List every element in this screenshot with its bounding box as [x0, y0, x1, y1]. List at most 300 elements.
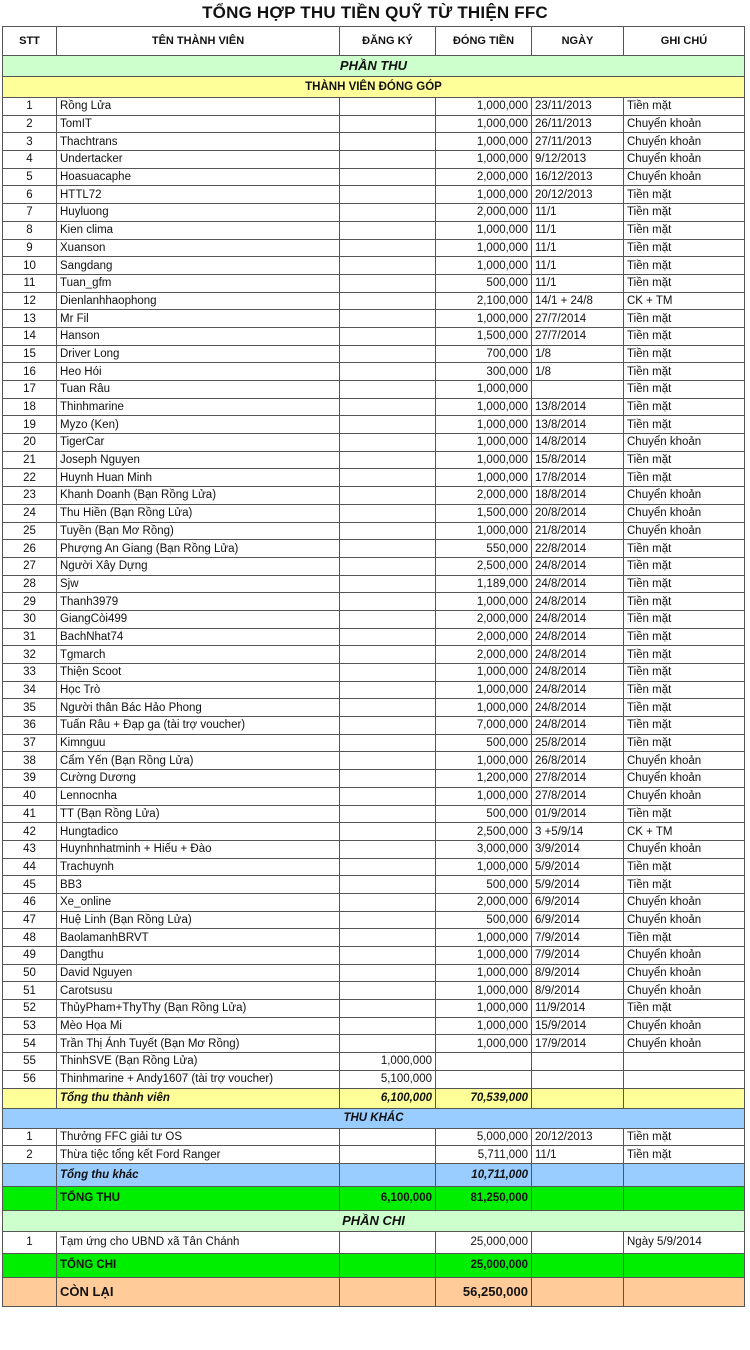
- cell-stt: 1: [3, 1231, 57, 1253]
- cell-reg: [340, 327, 436, 345]
- cell-name: ThinhSVE (Bạn Rồng Lửa): [57, 1053, 340, 1071]
- member-row: [3, 947, 745, 965]
- cell-paid: 1,000,000: [436, 133, 532, 151]
- cell-paid: 2,000,000: [436, 646, 532, 664]
- cell-date: 26/8/2014: [532, 752, 624, 770]
- cell-paid: [436, 1070, 532, 1088]
- cell-stt: 46: [3, 893, 57, 911]
- cell-name: TT (Bạn Rồng Lửa): [57, 805, 340, 823]
- cell-reg: [340, 947, 436, 965]
- cell-date: 6/9/2014: [532, 893, 624, 911]
- cell-reg: [340, 681, 436, 699]
- cell-reg: [340, 168, 436, 186]
- cell-reg: [340, 770, 436, 788]
- cell-note: Tiền mặt: [624, 929, 745, 947]
- cell-date: 20/8/2014: [532, 504, 624, 522]
- cell-paid: 500,000: [436, 734, 532, 752]
- cell-reg: [340, 840, 436, 858]
- member-row: [3, 699, 745, 717]
- page-title: TỔNG HỢP THU TIỀN QUỸ TỪ THIỆN FFC: [202, 3, 548, 22]
- cell-note: Chuyển khoản: [624, 133, 745, 151]
- cell-paid: 3,000,000: [436, 840, 532, 858]
- grand-income-row-label: TỔNG THU: [57, 1186, 340, 1210]
- cell-date: 16/12/2013: [532, 168, 624, 186]
- col-header-reg: ĐĂNG KÝ: [340, 27, 436, 56]
- cell-paid: 1,000,000: [436, 221, 532, 239]
- cell-note: Tiền mặt: [624, 681, 745, 699]
- cell-stt: 47: [3, 911, 57, 929]
- cell-date: 9/12/2013: [532, 151, 624, 169]
- cell-name: Carotsusu: [57, 982, 340, 1000]
- cell-stt: 44: [3, 858, 57, 876]
- member-row: [3, 292, 745, 310]
- cell-name: Hanson: [57, 327, 340, 345]
- member-row: [3, 1035, 745, 1053]
- cell-reg: [340, 274, 436, 292]
- grand-income-row-reg: 6,100,000: [340, 1186, 436, 1210]
- cell-reg: [340, 929, 436, 947]
- section-expense-label: PHẦN CHI: [3, 1210, 745, 1231]
- cell-stt: 6: [3, 186, 57, 204]
- cell-name: HTTL72: [57, 186, 340, 204]
- cell-stt: 45: [3, 876, 57, 894]
- cell-stt: 36: [3, 717, 57, 735]
- member-row: [3, 522, 745, 540]
- cell-note: Tiền mặt: [624, 1128, 745, 1146]
- cell-reg: [340, 1000, 436, 1018]
- cell-paid: 500,000: [436, 805, 532, 823]
- other-total-row-reg: [340, 1163, 436, 1186]
- cell-name: Người thân Bác Hảo Phong: [57, 699, 340, 717]
- cell-paid: 2,100,000: [436, 292, 532, 310]
- cell-note: CK + TM: [624, 292, 745, 310]
- cell-date: 7/9/2014: [532, 929, 624, 947]
- cell-note: Chuyển khoản: [624, 893, 745, 911]
- cell-name: BaolamanhBRVT: [57, 929, 340, 947]
- cell-stt: 22: [3, 469, 57, 487]
- cell-date: 24/8/2014: [532, 681, 624, 699]
- cell-paid: 1,189,000: [436, 575, 532, 593]
- cell-reg: [340, 504, 436, 522]
- cell-name: David Nguyen: [57, 964, 340, 982]
- cell-date: 17/8/2014: [532, 469, 624, 487]
- cell-note: Chuyển khoản: [624, 434, 745, 452]
- cell-name: Undertacker: [57, 151, 340, 169]
- member-row: [3, 610, 745, 628]
- section-income-label: PHẦN THU: [3, 56, 745, 77]
- member-row: [3, 487, 745, 505]
- member-row: [3, 628, 745, 646]
- cell-note: Ngày 5/9/2014: [624, 1231, 745, 1253]
- cell-date: 11/1: [532, 1146, 624, 1164]
- member-row: [3, 1017, 745, 1035]
- cell-paid: [436, 1053, 532, 1071]
- grand-income-row-amount: 81,250,000: [436, 1186, 532, 1210]
- col-header-note: GHI CHÚ: [624, 27, 745, 56]
- cell-date: 15/9/2014: [532, 1017, 624, 1035]
- member-row: [3, 717, 745, 735]
- member-total-row-reg: 6,100,000: [340, 1088, 436, 1108]
- member-row: [3, 646, 745, 664]
- cell-reg: [340, 540, 436, 558]
- cell-note: Tiền mặt: [624, 664, 745, 682]
- cell-reg: [340, 151, 436, 169]
- cell-stt: 41: [3, 805, 57, 823]
- cell-stt: 15: [3, 345, 57, 363]
- member-row: [3, 982, 745, 1000]
- cell-note: Tiền mặt: [624, 876, 745, 894]
- cell-paid: 2,000,000: [436, 610, 532, 628]
- cell-empty: [3, 1163, 57, 1186]
- expense-total-row-reg: [340, 1253, 436, 1277]
- section-other: [3, 1108, 745, 1128]
- member-row: [3, 664, 745, 682]
- cell-date: 17/9/2014: [532, 1035, 624, 1053]
- cell-note: Tiền mặt: [624, 310, 745, 328]
- cell-name: TigerCar: [57, 434, 340, 452]
- cell-name: Tuấn Râu + Đạp ga (tài trợ voucher): [57, 717, 340, 735]
- cell-note: [624, 1053, 745, 1071]
- expense-row: [3, 1231, 745, 1253]
- cell-stt: 35: [3, 699, 57, 717]
- cell-date: 11/1: [532, 221, 624, 239]
- other-total-row-amount: 10,711,000: [436, 1163, 532, 1186]
- cell-note: Chuyển khoản: [624, 1017, 745, 1035]
- cell-reg: [340, 982, 436, 1000]
- member-row: [3, 416, 745, 434]
- cell-paid: 2,500,000: [436, 823, 532, 841]
- cell-paid: 1,000,000: [436, 416, 532, 434]
- member-row: [3, 752, 745, 770]
- member-row: [3, 257, 745, 275]
- cell-name: Thiện Scoot: [57, 664, 340, 682]
- remaining-row-reg: [340, 1277, 436, 1306]
- cell-paid: 1,000,000: [436, 186, 532, 204]
- cell-reg: [340, 858, 436, 876]
- cell-paid: 1,500,000: [436, 504, 532, 522]
- cell-name: Trần Thị Ánh Tuyết (Bạn Mơ Rồng): [57, 1035, 340, 1053]
- col-header-paid: ĐÓNG TIỀN: [436, 27, 532, 56]
- cell-reg: 1,000,000: [340, 1053, 436, 1071]
- cell-stt: 43: [3, 840, 57, 858]
- cell-note: Tiền mặt: [624, 221, 745, 239]
- cell-paid: 1,000,000: [436, 1035, 532, 1053]
- cell-date: 24/8/2014: [532, 575, 624, 593]
- member-row: [3, 363, 745, 381]
- cell-name: Xuanson: [57, 239, 340, 257]
- cell-date: [532, 1070, 624, 1088]
- cell-reg: [340, 664, 436, 682]
- cell-date: [532, 1231, 624, 1253]
- member-row: [3, 840, 745, 858]
- cell-date: 27/7/2014: [532, 310, 624, 328]
- cell-name: BachNhat74: [57, 628, 340, 646]
- cell-note: Tiền mặt: [624, 858, 745, 876]
- cell-stt: 19: [3, 416, 57, 434]
- cell-date: [532, 1053, 624, 1071]
- cell-empty: [532, 1277, 624, 1306]
- cell-stt: 10: [3, 257, 57, 275]
- cell-paid: 1,000,000: [436, 522, 532, 540]
- cell-name: Joseph Nguyen: [57, 451, 340, 469]
- other-total-row-label: Tổng thu khác: [57, 1163, 340, 1186]
- member-row: [3, 98, 745, 116]
- cell-reg: [340, 876, 436, 894]
- cell-name: Hungtadico: [57, 823, 340, 841]
- cell-date: 13/8/2014: [532, 416, 624, 434]
- cell-paid: 1,000,000: [436, 699, 532, 717]
- cell-paid: 1,000,000: [436, 239, 532, 257]
- cell-paid: 1,000,000: [436, 257, 532, 275]
- cell-reg: [340, 257, 436, 275]
- cell-name: Thinhmarine: [57, 398, 340, 416]
- cell-stt: 27: [3, 557, 57, 575]
- cell-reg: [340, 451, 436, 469]
- cell-name: Mèo Họa Mi: [57, 1017, 340, 1035]
- cell-date: 15/8/2014: [532, 451, 624, 469]
- member-row: [3, 239, 745, 257]
- cell-date: 22/8/2014: [532, 540, 624, 558]
- cell-name: BB3: [57, 876, 340, 894]
- cell-name: Phượng An Giang (Bạn Rồng Lửa): [57, 540, 340, 558]
- cell-reg: [340, 204, 436, 222]
- cell-date: 18/8/2014: [532, 487, 624, 505]
- cell-name: TomIT: [57, 115, 340, 133]
- cell-name: Cẩm Yến (Bạn Rồng Lửa): [57, 752, 340, 770]
- expense-total-row-amount: 25,000,000: [436, 1253, 532, 1277]
- section-other-label: THU KHÁC: [3, 1108, 745, 1128]
- section-members: [3, 77, 745, 98]
- cell-name: Huynh Huan Minh: [57, 469, 340, 487]
- cell-note: Tiền mặt: [624, 204, 745, 222]
- cell-reg: [340, 911, 436, 929]
- cell-reg: [340, 310, 436, 328]
- remaining-row: [3, 1277, 745, 1306]
- cell-reg: [340, 292, 436, 310]
- member-row: [3, 805, 745, 823]
- remaining-row-amount: 56,250,000: [436, 1277, 532, 1306]
- cell-stt: 24: [3, 504, 57, 522]
- member-row: [3, 929, 745, 947]
- cell-name: Khanh Doanh (Bạn Rồng Lửa): [57, 487, 340, 505]
- cell-stt: 49: [3, 947, 57, 965]
- cell-date: 01/9/2014: [532, 805, 624, 823]
- cell-name: Myzo (Ken): [57, 416, 340, 434]
- cell-note: Chuyển khoản: [624, 504, 745, 522]
- cell-stt: 40: [3, 787, 57, 805]
- cell-note: Chuyển khoản: [624, 1035, 745, 1053]
- cell-date: 5/9/2014: [532, 858, 624, 876]
- expense-total-row: [3, 1253, 745, 1277]
- cell-empty: [3, 1186, 57, 1210]
- cell-name: Cường Dương: [57, 770, 340, 788]
- cell-note: Tiền mặt: [624, 1146, 745, 1164]
- cell-name: ThủyPham+ThyThy (Bạn Rồng Lửa): [57, 1000, 340, 1018]
- cell-note: [624, 1070, 745, 1088]
- other-income-row: [3, 1146, 745, 1164]
- member-row: [3, 168, 745, 186]
- cell-stt: 50: [3, 964, 57, 982]
- cell-note: Tiền mặt: [624, 593, 745, 611]
- cell-note: Tiền mặt: [624, 540, 745, 558]
- cell-paid: 1,000,000: [436, 451, 532, 469]
- cell-paid: 7,000,000: [436, 717, 532, 735]
- cell-stt: 32: [3, 646, 57, 664]
- cell-paid: 1,000,000: [436, 664, 532, 682]
- cell-note: Chuyển khoản: [624, 151, 745, 169]
- cell-date: 21/8/2014: [532, 522, 624, 540]
- cell-date: 24/8/2014: [532, 593, 624, 611]
- cell-empty: [624, 1253, 745, 1277]
- cell-note: Tiền mặt: [624, 469, 745, 487]
- cell-name: Dangthu: [57, 947, 340, 965]
- cell-paid: 2,000,000: [436, 487, 532, 505]
- cell-stt: 20: [3, 434, 57, 452]
- cell-reg: [340, 628, 436, 646]
- cell-reg: [340, 557, 436, 575]
- cell-paid: 2,500,000: [436, 557, 532, 575]
- cell-note: Chuyển khoản: [624, 787, 745, 805]
- cell-date: 23/11/2013: [532, 98, 624, 116]
- cell-stt: 17: [3, 381, 57, 399]
- cell-name: Xe_online: [57, 893, 340, 911]
- cell-note: Tiền mặt: [624, 416, 745, 434]
- cell-paid: 25,000,000: [436, 1231, 532, 1253]
- cell-reg: [340, 221, 436, 239]
- cell-stt: 14: [3, 327, 57, 345]
- cell-stt: 42: [3, 823, 57, 841]
- cell-date: 6/9/2014: [532, 911, 624, 929]
- cell-note: Tiền mặt: [624, 1000, 745, 1018]
- cell-paid: 2,000,000: [436, 204, 532, 222]
- cell-name: Lennocnha: [57, 787, 340, 805]
- fund-table: [2, 26, 745, 1307]
- cell-stt: 28: [3, 575, 57, 593]
- cell-paid: 2,000,000: [436, 893, 532, 911]
- member-row: [3, 115, 745, 133]
- cell-name: Huyluong: [57, 204, 340, 222]
- cell-paid: 1,000,000: [436, 787, 532, 805]
- cell-name: Thinhmarine + Andy1607 (tài trợ voucher): [57, 1070, 340, 1088]
- cell-reg: [340, 398, 436, 416]
- cell-note: Chuyển khoản: [624, 911, 745, 929]
- cell-note: Tiền mặt: [624, 257, 745, 275]
- member-row: [3, 540, 745, 558]
- cell-note: Tiền mặt: [624, 239, 745, 257]
- cell-note: Chuyển khoản: [624, 752, 745, 770]
- cell-note: Tiền mặt: [624, 628, 745, 646]
- cell-paid: 2,000,000: [436, 168, 532, 186]
- cell-empty: [532, 1088, 624, 1108]
- col-header-date: NGÀY: [532, 27, 624, 56]
- member-row: [3, 451, 745, 469]
- cell-reg: [340, 434, 436, 452]
- cell-reg: [340, 593, 436, 611]
- cell-note: Chuyển khoản: [624, 115, 745, 133]
- cell-stt: 1: [3, 1128, 57, 1146]
- cell-note: Tiền mặt: [624, 363, 745, 381]
- cell-name: Kimnguu: [57, 734, 340, 752]
- cell-date: 24/8/2014: [532, 717, 624, 735]
- cell-note: Tiền mặt: [624, 186, 745, 204]
- cell-note: Tiền mặt: [624, 699, 745, 717]
- cell-paid: 1,000,000: [436, 310, 532, 328]
- cell-date: 1/8: [532, 345, 624, 363]
- cell-name: Thừa tiệc tổng kết Ford Ranger: [57, 1146, 340, 1164]
- cell-reg: [340, 522, 436, 540]
- member-row: [3, 734, 745, 752]
- cell-stt: 54: [3, 1035, 57, 1053]
- member-row: [3, 186, 745, 204]
- cell-note: Tiền mặt: [624, 451, 745, 469]
- cell-name: Thu Hiền (Bạn Rồng Lửa): [57, 504, 340, 522]
- member-row: [3, 1000, 745, 1018]
- cell-paid: 1,000,000: [436, 381, 532, 399]
- cell-date: 24/8/2014: [532, 610, 624, 628]
- cell-reg: [340, 1035, 436, 1053]
- cell-date: 27/7/2014: [532, 327, 624, 345]
- cell-stt: 4: [3, 151, 57, 169]
- cell-stt: 52: [3, 1000, 57, 1018]
- cell-paid: 700,000: [436, 345, 532, 363]
- cell-reg: [340, 416, 436, 434]
- cell-stt: 13: [3, 310, 57, 328]
- cell-stt: 48: [3, 929, 57, 947]
- cell-name: Sjw: [57, 575, 340, 593]
- cell-date: 24/8/2014: [532, 664, 624, 682]
- cell-date: 24/8/2014: [532, 646, 624, 664]
- member-row: [3, 151, 745, 169]
- cell-reg: [340, 752, 436, 770]
- cell-note: Tiền mặt: [624, 734, 745, 752]
- cell-paid: 1,000,000: [436, 858, 532, 876]
- member-row: [3, 1053, 745, 1071]
- other-total-row: [3, 1163, 745, 1186]
- cell-name: Tuan_gfm: [57, 274, 340, 292]
- cell-note: Chuyển khoản: [624, 770, 745, 788]
- cell-note: Chuyển khoản: [624, 982, 745, 1000]
- cell-note: Tiền mặt: [624, 398, 745, 416]
- cell-paid: 1,000,000: [436, 1000, 532, 1018]
- cell-date: 3/9/2014: [532, 840, 624, 858]
- member-total-row-amount: 70,539,000: [436, 1088, 532, 1108]
- member-row: [3, 876, 745, 894]
- member-row: [3, 681, 745, 699]
- cell-date: 24/8/2014: [532, 628, 624, 646]
- cell-paid: 2,000,000: [436, 628, 532, 646]
- cell-stt: 39: [3, 770, 57, 788]
- cell-date: [532, 381, 624, 399]
- cell-date: 3 +5/9/14: [532, 823, 624, 841]
- cell-stt: 8: [3, 221, 57, 239]
- cell-reg: [340, 133, 436, 151]
- cell-date: 27/11/2013: [532, 133, 624, 151]
- cell-reg: [340, 345, 436, 363]
- cell-date: 24/8/2014: [532, 699, 624, 717]
- member-row: [3, 204, 745, 222]
- cell-paid: 1,000,000: [436, 681, 532, 699]
- cell-paid: 1,000,000: [436, 964, 532, 982]
- cell-date: 11/1: [532, 274, 624, 292]
- cell-stt: 37: [3, 734, 57, 752]
- cell-stt: 56: [3, 1070, 57, 1088]
- cell-paid: 5,711,000: [436, 1146, 532, 1164]
- cell-reg: [340, 893, 436, 911]
- member-row: [3, 274, 745, 292]
- cell-name: Tạm ứng cho UBND xã Tân Chánh: [57, 1231, 340, 1253]
- cell-date: 24/8/2014: [532, 557, 624, 575]
- member-row: [3, 593, 745, 611]
